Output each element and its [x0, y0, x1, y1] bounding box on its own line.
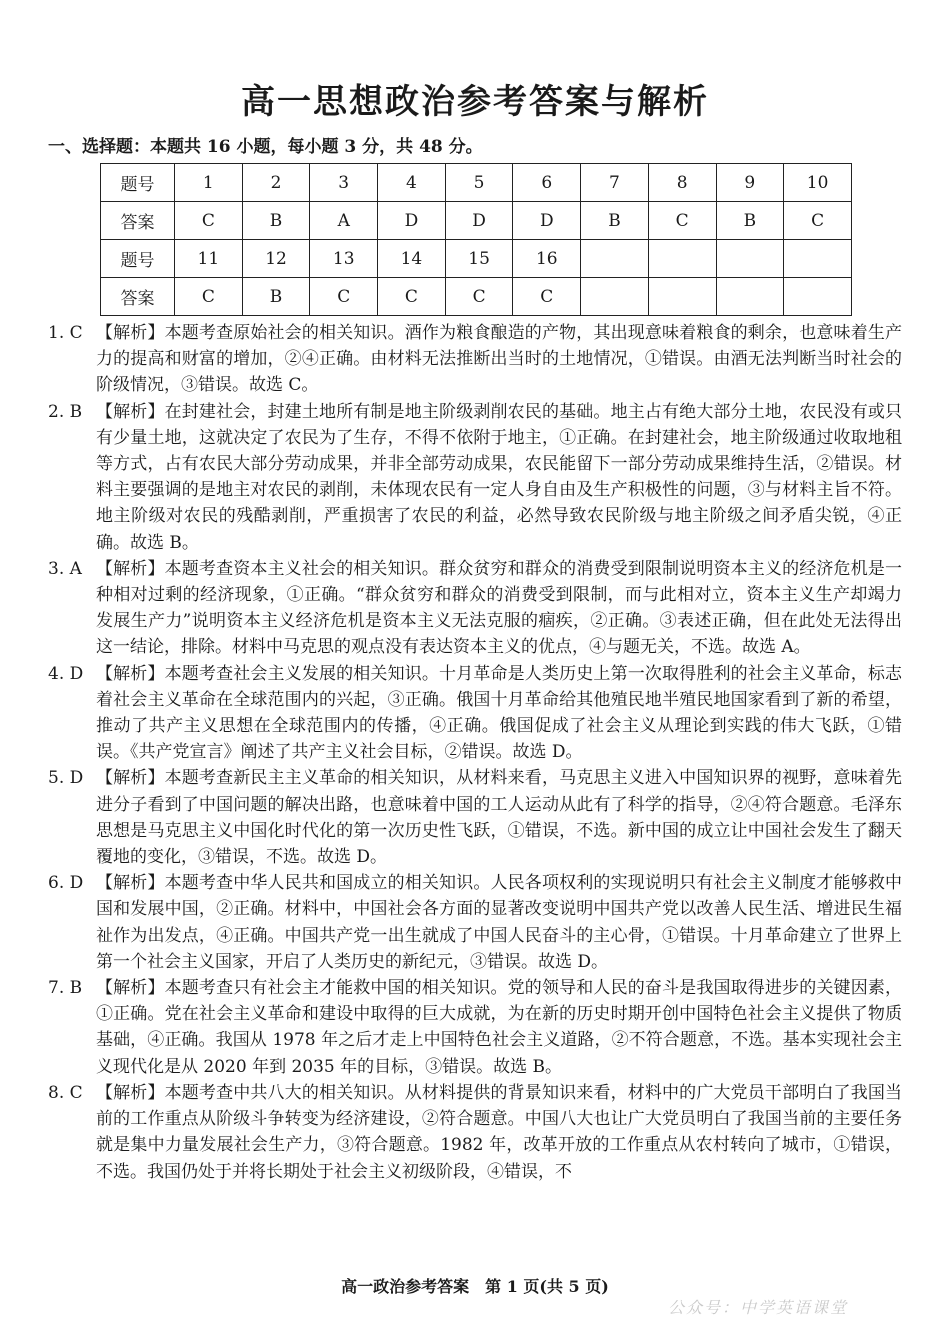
table-cell: 12	[242, 240, 310, 278]
item-explanation: 【解析】本题考查中华人民共和国成立的相关知识。人民各项权利的实现说明只有社会主义制度才能够救中国和发展中国，②正确。材料中，中国社会各方面的显著改变说明中国共产党以改善人民生活、增进民生福祉作为出发点，④正确。中国共产党一出生就成了中国人民奋斗的主心骨，①错误。十月革命建立了世界上第一个社会主义国家，开启了人类历史的新纪元，③错误。故选 D。	[96, 873, 902, 972]
table-cell: 3	[310, 164, 378, 202]
item-number: 3. A	[48, 558, 82, 579]
item-explanation: 【解析】本题考查中共八大的相关知识。从材料提供的背景知识来看，材料中的广大党员干部明白了我国当前的工作重点从阶级斗争转变为经济建设，②符合题意。中国八大也让广大党员明白了我国当前的主要任务就是集中力量发展社会生产力，③符合题意。1982 年，改革开放的工作重点从农村转向了城市，①错误，不选。我国仍处于并将长期处于社会主义初级阶段，④错误，不	[96, 1082, 902, 1182]
table-row-answers-2	[101, 278, 852, 316]
table-cell	[648, 240, 716, 278]
table-cell: A	[310, 202, 378, 240]
table-cell	[648, 278, 716, 316]
answer-table	[100, 163, 852, 316]
watermark: 公众号：中学英语课堂	[668, 1298, 849, 1317]
list-item	[48, 1080, 902, 1185]
section-heading: 一、选择题：本题共 16 小题，每小题 3 分，共 48 分。	[48, 137, 483, 157]
table-cell	[581, 278, 649, 316]
row-label-question: 题号	[101, 164, 175, 202]
table-cell: 7	[581, 164, 649, 202]
list-item	[48, 661, 902, 766]
list-item	[48, 765, 902, 870]
table-cell: D	[378, 202, 446, 240]
table-cell	[581, 240, 649, 278]
item-explanation: 【解析】本题考查只有社会主才能救中国的相关知识。党的领导和人民的奋斗是我国取得进步的关键因素，①正确。党在社会主义革命和建设中取得的巨大成就，为在新的历史时期开创中国特色社会主义提供了物质基础，④正确。我国从 1978 年之后才走上中国特色社会主义道路，②不符合题意，不选。基本实现社会主义现代化是从 2020 年到 2035 年的目标，③错误。故选 B。	[96, 978, 902, 1077]
table-cell: 10	[784, 164, 852, 202]
table-cell	[716, 240, 784, 278]
table-row-answers-1	[101, 202, 852, 240]
table-cell: 15	[445, 240, 513, 278]
item-number: 7. B	[48, 978, 83, 999]
table-cell: 14	[378, 240, 446, 278]
table-cell: C	[648, 202, 716, 240]
table-cell: 9	[716, 164, 784, 202]
table-cell	[784, 278, 852, 316]
item-number: 4. D	[48, 663, 84, 684]
list-item	[48, 320, 902, 399]
table-cell: C	[513, 278, 581, 316]
item-explanation: 【解析】本题考查原始社会的相关知识。酒作为粮食酿造的产物，其出现意味着粮食的剩余，也意味着生产力的提高和财富的增加，②④正确。由材料无法推断出当时的土地情况，①错误。由酒无法判断当时社会的阶级情况，③错误。故选 C。	[96, 323, 902, 396]
item-number: 1. C	[48, 323, 83, 343]
item-number: 6. D	[48, 873, 84, 894]
table-cell: C	[310, 278, 378, 316]
item-number: 8. C	[48, 1082, 83, 1103]
table-cell: C	[445, 278, 513, 316]
table-row-question-numbers-1	[101, 164, 852, 202]
table-cell: 6	[513, 164, 581, 202]
table-cell: C	[784, 202, 852, 240]
table-cell: 8	[648, 164, 716, 202]
table-cell: D	[445, 202, 513, 240]
table-row-question-numbers-2	[101, 240, 852, 278]
item-explanation: 【解析】本题考查新民主主义革命的相关知识，从材料来看，马克思主义进入中国知识界的视野，意味着先进分子看到了中国问题的解决出路，也意味着中国的工人运动从此有了科学的指导，②④符合题意。毛泽东思想是马克思主义中国化时代化的第一次历史性飞跃，①错误，不选。新中国的成立让中国社会发生了翻天覆地的变化，③错误，不选。故选 D。	[96, 768, 902, 868]
table-cell: B	[581, 202, 649, 240]
row-label-answer: 答案	[101, 202, 175, 240]
list-item	[48, 399, 902, 556]
item-explanation: 【解析】本题考查社会主义发展的相关知识。十月革命是人类历史上第一次取得胜利的社会主义革命，标志着社会主义革命在全球范围内的兴起，③正确。俄国十月革命给其他殖民地半殖民地国家看到了新的希望，推动了共产主义思想在全球范围内的传播，④正确。俄国促成了社会主义从理论到实践的伟大飞跃，①错误。《共产党宣言》阐述了共产主义社会目标，②错误。故选 D。	[96, 663, 902, 763]
list-item	[48, 870, 902, 975]
row-label-answer: 答案	[101, 278, 175, 316]
table-cell: 4	[378, 164, 446, 202]
table-cell: 2	[242, 164, 310, 202]
page-title: 高一思想政治参考答案与解析	[241, 82, 709, 122]
table-cell: D	[513, 202, 581, 240]
table-cell: B	[716, 202, 784, 240]
answer-explanations	[48, 320, 902, 1185]
table-cell: C	[175, 202, 243, 240]
table-cell: C	[378, 278, 446, 316]
item-explanation: 【解析】在封建社会，封建土地所有制是地主阶级剥削农民的基础。地主占有绝大部分土地，农民没有或只有少量土地，这就决定了农民为了生存，不得不依附于地主，①正确。在封建社会，地主阶级通过收取地租等方式，占有农民大部分劳动成果，并非全部劳动成果，农民能留下一部分劳动成果维持生活，②错误。材料主要强调的是地主对农民的剥削，未体现农民有一定人身自由及生产积极性的问题，③与材料主旨不符。地主阶级对农民的残酷剥削，严重损害了农民的利益，必然导致农民阶级与地主阶级之间矛盾尖锐，④正确。故选 B。	[96, 401, 902, 553]
item-explanation: 【解析】本题考查资本主义社会的相关知识。群众贫穷和群众的消费受到限制说明资本主义的经济危机是一种相对过剩的经济现象，①正确。“群众贫穷和群众的消费受到限制，而与此相对立，资本主义生产却竭力发展生产力”说明资本主义经济危机是资本主义无法克服的痼疾，②正确。③表述正确，但在此处无法得出这一结论，排除。材料中马克思的观点没有表达资本主义的优点，④与题无关，不选。故选 A。	[96, 558, 902, 658]
table-cell: 5	[445, 164, 513, 202]
list-item	[48, 975, 902, 1080]
row-label-question: 题号	[101, 240, 175, 278]
table-cell: 13	[310, 240, 378, 278]
list-item	[48, 556, 902, 661]
table-cell: 1	[175, 164, 243, 202]
table-cell	[784, 240, 852, 278]
table-cell: B	[242, 202, 310, 240]
item-number: 5. D	[48, 768, 84, 789]
table-cell: B	[242, 278, 310, 316]
table-cell: 16	[513, 240, 581, 278]
table-cell: C	[175, 278, 243, 316]
item-number: 2. B	[48, 401, 83, 422]
page-footer: 高一政治参考答案 第 1 页(共 5 页)	[341, 1277, 609, 1296]
table-cell	[716, 278, 784, 316]
table-cell: 11	[175, 240, 243, 278]
